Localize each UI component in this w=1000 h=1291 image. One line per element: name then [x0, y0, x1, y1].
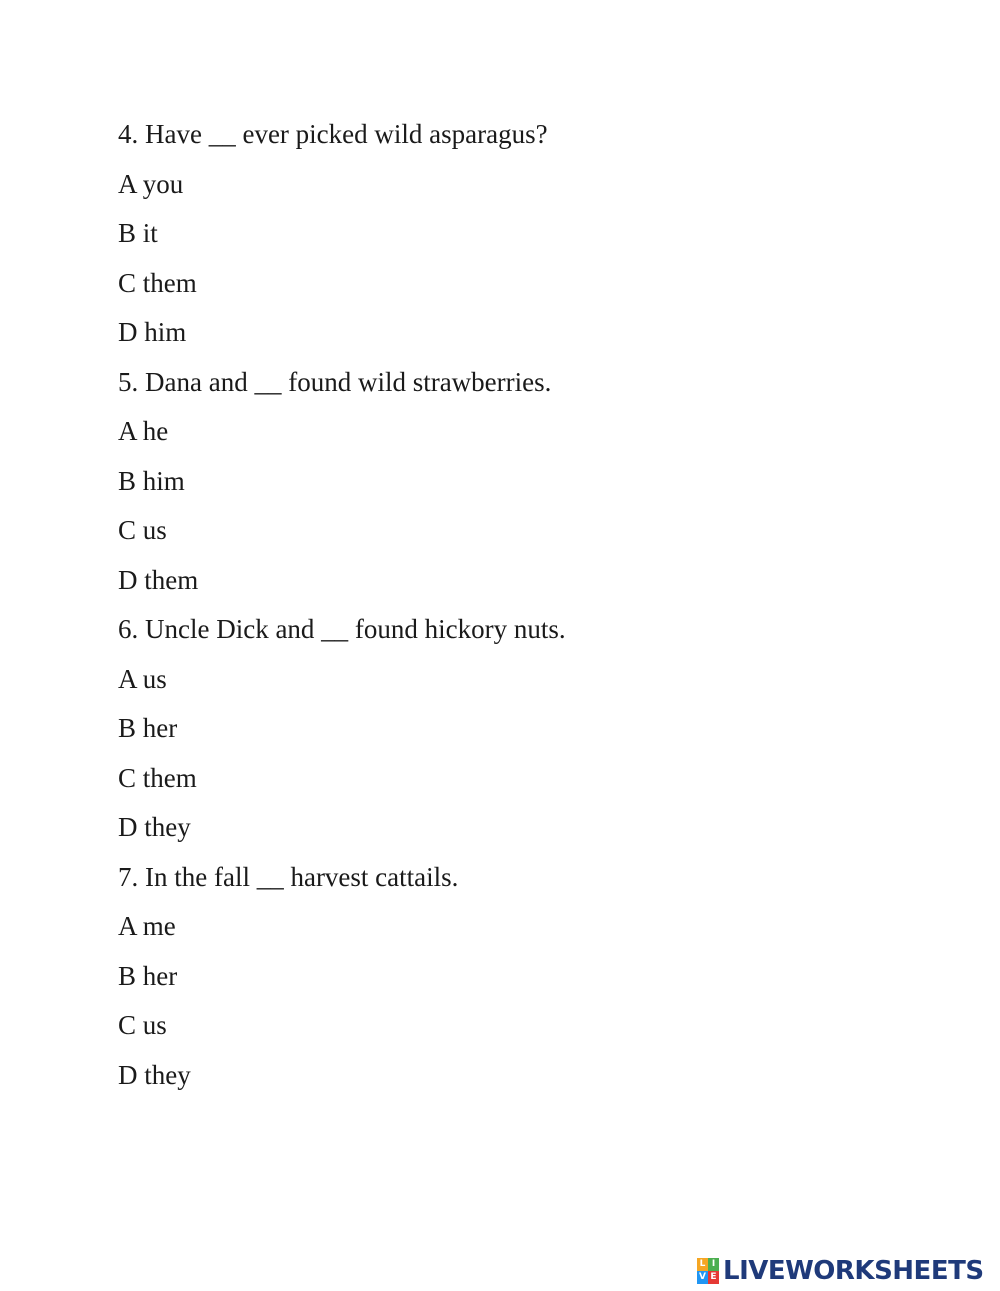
answer-option-c[interactable]: C us	[118, 515, 167, 545]
question-prompt: 4. Have __ ever picked wild asparagus?	[118, 119, 548, 149]
answer-option-d[interactable]: D them	[118, 564, 199, 595]
question-5	[118, 358, 878, 606]
answer-option-c[interactable]: C them	[118, 762, 197, 793]
answer-option-d[interactable]: D they	[118, 812, 191, 842]
answer-option-b[interactable]: B her	[118, 960, 178, 991]
liveworksheets-logo-icon	[697, 1258, 719, 1284]
answer-option-d[interactable]: D him	[118, 317, 187, 347]
answer-option-a[interactable]: A me	[118, 911, 176, 941]
answer-option-c[interactable]: C them	[118, 267, 197, 298]
question-4	[118, 110, 878, 358]
answer-option-a[interactable]: A you	[118, 168, 184, 199]
logo-letter-l: L	[697, 1258, 708, 1271]
question-6	[118, 605, 878, 853]
question-prompt: 7. In the fall __ harvest cattails.	[118, 861, 459, 892]
worksheet-content	[118, 110, 878, 1100]
liveworksheets-logo	[697, 1256, 984, 1286]
answer-option-b[interactable]: B her	[118, 713, 178, 743]
answer-option-a[interactable]: A us	[118, 663, 167, 694]
answer-option-a[interactable]: A he	[118, 416, 169, 446]
logo-letter-v: V	[697, 1271, 708, 1284]
logo-letter-i: I	[708, 1258, 719, 1271]
liveworksheets-logo-text: LIVEWORKSHEETS	[723, 1256, 984, 1286]
answer-option-b[interactable]: B it	[118, 218, 158, 248]
answer-option-c[interactable]: C us	[118, 1010, 167, 1040]
question-prompt: 6. Uncle Dick and __ found hickory nuts.	[118, 614, 566, 644]
question-prompt: 5. Dana and __ found wild strawberries.	[118, 366, 552, 397]
logo-letter-e: E	[708, 1271, 719, 1284]
answer-option-d[interactable]: D they	[118, 1059, 191, 1090]
answer-option-b[interactable]: B him	[118, 465, 185, 496]
question-7	[118, 853, 878, 1101]
